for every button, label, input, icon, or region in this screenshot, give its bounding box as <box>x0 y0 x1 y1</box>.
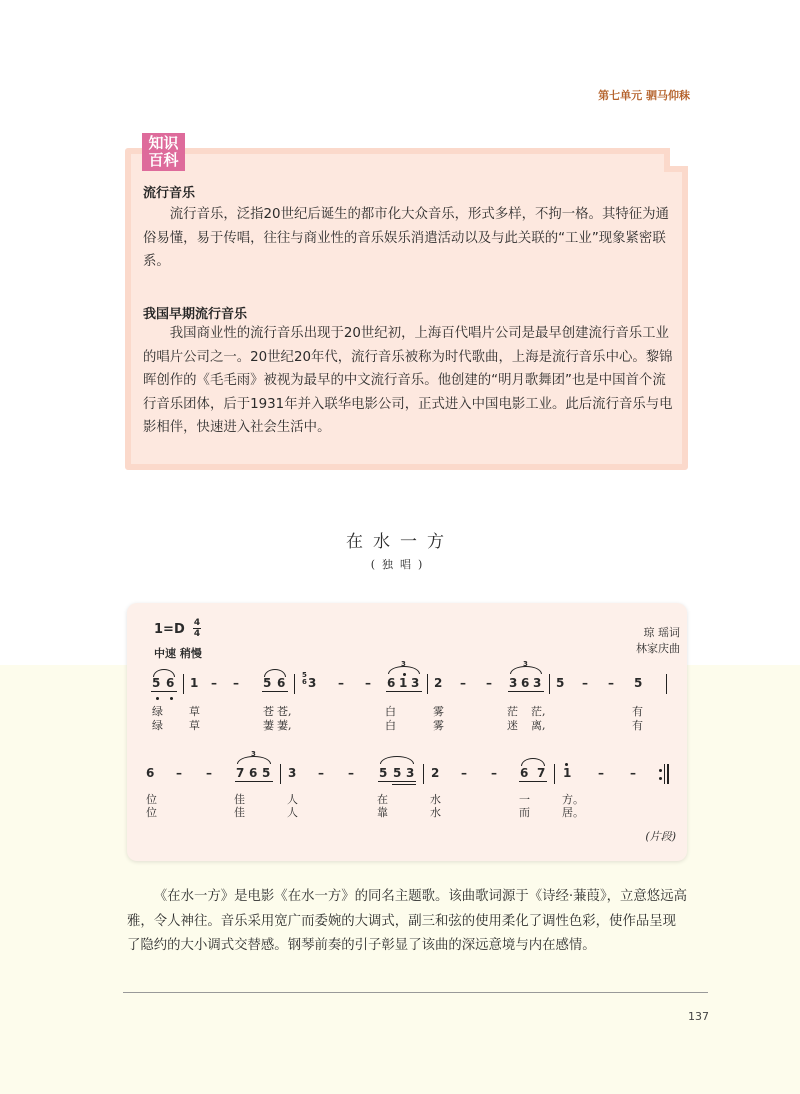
note: – <box>598 766 604 780</box>
underline <box>386 691 422 692</box>
note: – <box>176 766 182 780</box>
note: 6 <box>387 676 396 690</box>
note: 5 <box>393 766 402 780</box>
song-subtitle: (独唱) <box>370 558 430 571</box>
underline <box>151 691 177 692</box>
section-title-pop-music: 流行音乐 <box>143 186 196 201</box>
note: – <box>365 676 371 690</box>
grace-note: 5 <box>302 671 307 679</box>
lyric: 人 <box>287 793 298 806</box>
lyric: 茫, <box>531 705 546 718</box>
note: 3 <box>308 676 317 690</box>
knowledge-label-line2: 百科 <box>148 151 179 169</box>
note: 3 <box>509 676 518 690</box>
note: 5 <box>263 676 272 690</box>
note: 1 <box>190 676 199 690</box>
note: – <box>233 676 239 690</box>
lyric: 水 <box>430 793 441 806</box>
note: 1 <box>563 766 572 780</box>
note: 3 <box>411 676 420 690</box>
barline <box>664 764 665 784</box>
lyric: 居。 <box>562 806 584 819</box>
note: – <box>211 676 217 690</box>
lyric: 绿 <box>152 705 163 718</box>
note: 5 <box>634 676 643 690</box>
grace-note: 6 <box>302 678 307 686</box>
lyric: 绿 <box>152 719 163 732</box>
underline <box>392 784 416 785</box>
note: – <box>608 676 614 690</box>
lyric: 靠 <box>377 806 388 819</box>
barline <box>183 674 184 694</box>
repeat-dot <box>659 777 662 780</box>
lyric: 苍, <box>277 705 292 718</box>
note: 6 <box>521 676 530 690</box>
note: 6 <box>249 766 258 780</box>
section-text-pop-music: 流行音乐，泛指20世纪后诞生的都市化大众音乐，形式多样，不拘一格。其特征为通俗易懂，易于传唱，往往与商业性的音乐娱乐消遣活动以及与此关联的“工业”现象紧密联系。 <box>143 207 669 269</box>
song-title: 在水一方 <box>346 532 454 552</box>
note: – <box>491 766 497 780</box>
lyric: 白 <box>385 719 396 732</box>
underline <box>508 691 544 692</box>
note: 3 <box>288 766 297 780</box>
section-text-early-pop: 我国商业性的流行音乐出现于20世纪初，上海百代唱片公司是最早创建流行音乐工业的唱片公司之一。20世纪20年代，流行音乐被称为时代歌曲，上海是流行音乐中心。黎锦晖创作的《毛毛雨》被视为最早的中文流行音乐。他创建的“明月歌舞团”也是中国首个流行音乐团体，后于1931年并入联华电影公司，正式进入中国电影工业。此后流行音乐与电影相伴，快速进入社会生活中。 <box>143 326 673 435</box>
knowledge-label <box>142 133 185 171</box>
score-box <box>127 603 687 861</box>
high-dot <box>565 763 568 766</box>
note: 5 <box>152 676 161 690</box>
barline <box>666 674 667 694</box>
low-dot <box>156 697 159 700</box>
barline <box>280 764 281 784</box>
knowledge-label-line1: 知识 <box>148 134 179 152</box>
unit-header: 第七单元 驷马仰秣 <box>598 89 690 102</box>
note: 5 <box>379 766 388 780</box>
lyric: 苍 <box>263 705 274 718</box>
note: 7 <box>236 766 245 780</box>
note: – <box>206 766 212 780</box>
note: – <box>338 676 344 690</box>
note: 2 <box>431 766 440 780</box>
note: 1 <box>399 676 408 690</box>
song-description: 《在水一方》是电影《在水一方》的同名主题歌。该曲歌词源于《诗经·蒹葭》，立意悠远高雅，令人神往。音乐采用宽广而委婉的大调式，副三和弦的使用柔化了调性色彩，使作品呈现了隐约的大小调式交替感。钢琴前奏的引子彰显了该曲的深远意境与内在感情。 <box>127 889 687 953</box>
lyric: 萋 <box>263 719 274 732</box>
lyric: 位 <box>146 793 157 806</box>
triplet-mark: 3 <box>523 660 528 668</box>
note: – <box>348 766 354 780</box>
low-dot <box>170 697 173 700</box>
note: 6 <box>166 676 175 690</box>
lyric: 草 <box>189 705 200 718</box>
underline <box>262 691 288 692</box>
triplet-mark: 3 <box>401 660 406 668</box>
lyric: 萋, <box>277 719 292 732</box>
page-number: 137 <box>688 1010 709 1023</box>
lyric: 人 <box>287 806 298 819</box>
lyric: 佳 <box>234 806 245 819</box>
lyric: 而 <box>519 806 530 819</box>
note: 7 <box>537 766 546 780</box>
barline <box>549 674 550 694</box>
lyric: 有 <box>632 705 643 718</box>
barline <box>427 674 428 694</box>
barline <box>423 764 424 784</box>
note: 5 <box>556 676 565 690</box>
barline <box>294 674 295 694</box>
note: 6 <box>146 766 155 780</box>
lyric: 一 <box>519 793 530 806</box>
lyric: 茫 <box>507 705 518 718</box>
lyric: 白 <box>385 705 396 718</box>
note: – <box>461 766 467 780</box>
note: – <box>486 676 492 690</box>
note: 3 <box>406 766 415 780</box>
lyric: 雾 <box>433 705 444 718</box>
lyric: 水 <box>430 806 441 819</box>
note: 3 <box>533 676 542 690</box>
lyric: 离, <box>531 719 546 732</box>
key-signature: 1=D <box>154 622 185 637</box>
lyric: 在 <box>377 793 388 806</box>
underline <box>235 781 273 782</box>
underline <box>378 781 416 782</box>
lyric: 草 <box>189 719 200 732</box>
fragment-note: (片段) <box>645 830 676 843</box>
note: – <box>630 766 636 780</box>
section-title-early-pop: 我国早期流行音乐 <box>143 307 248 322</box>
lyric: 雾 <box>433 719 444 732</box>
lyric: 佳 <box>234 793 245 806</box>
final-barline <box>667 764 669 784</box>
barline <box>554 764 555 784</box>
time-signature <box>193 618 201 639</box>
triplet-mark: 3 <box>251 750 256 758</box>
lyric: 有 <box>632 719 643 732</box>
time-top: 4 <box>193 618 201 628</box>
footer-rule <box>123 992 708 993</box>
lyric: 方。 <box>562 793 584 806</box>
note: – <box>460 676 466 690</box>
note: 6 <box>277 676 286 690</box>
note: – <box>582 676 588 690</box>
tempo-marking: 中速 稍慢 <box>154 647 202 660</box>
underline <box>519 781 547 782</box>
note: – <box>318 766 324 780</box>
lyric: 迷 <box>507 719 518 732</box>
note: 2 <box>434 676 443 690</box>
lyric: 位 <box>146 806 157 819</box>
time-bottom: 4 <box>193 629 201 639</box>
lyricist-credit: 琼 瑶词 <box>643 626 680 639</box>
repeat-dot <box>659 769 662 772</box>
note: 5 <box>262 766 271 780</box>
composer-credit: 林家庆曲 <box>636 642 680 655</box>
note: 6 <box>520 766 529 780</box>
